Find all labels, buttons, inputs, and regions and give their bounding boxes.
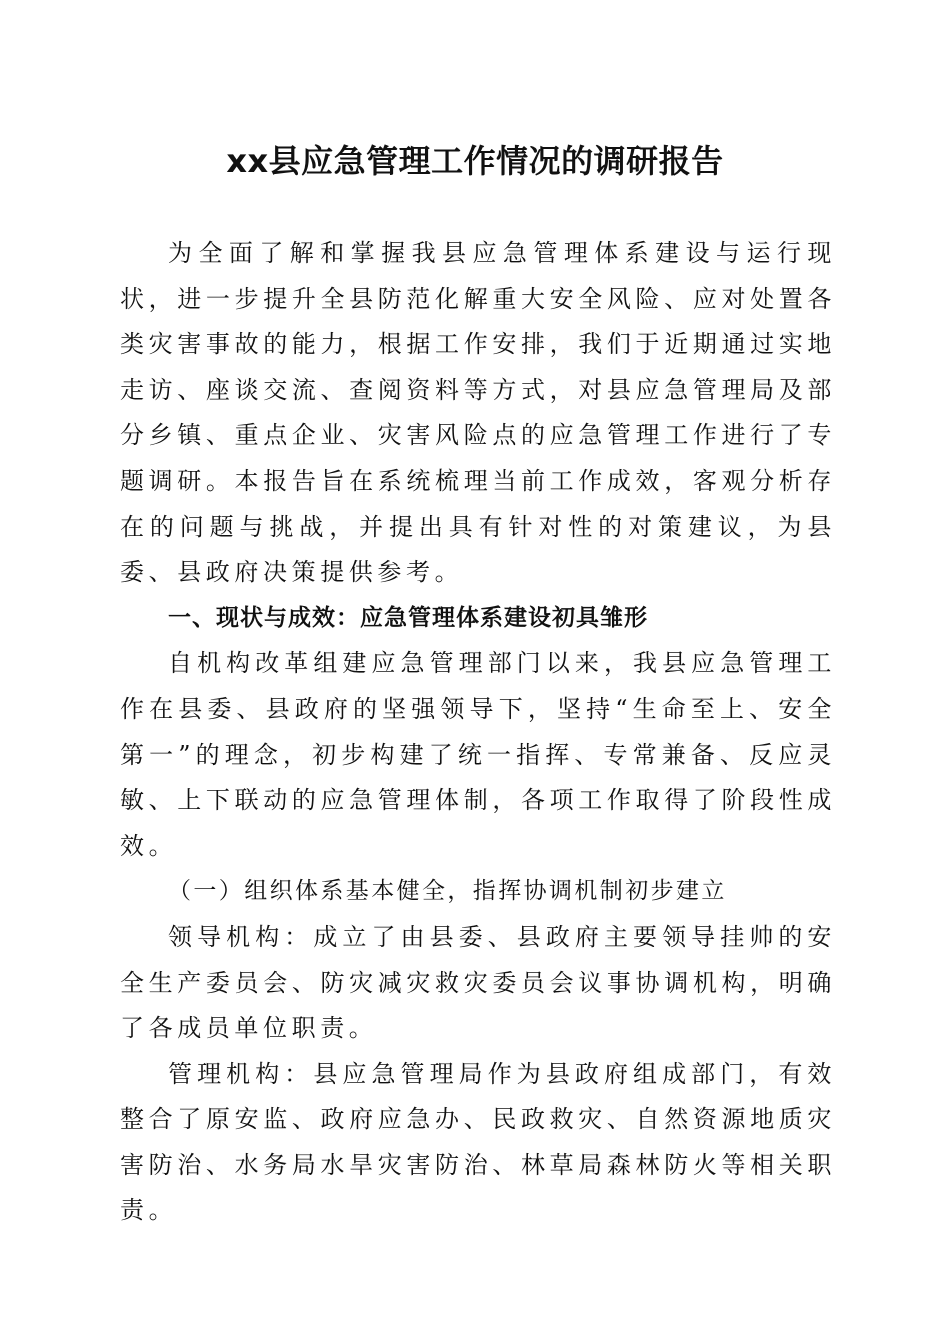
- document-title: xx县应急管理工作情况的调研报告: [226, 142, 724, 180]
- management-paragraph: 管理机构：县应急管理局作为县政府组成部门，有效整合了原安监、政府应急办、民政救灾、自然资源地质灾害防治、水务局水旱灾害防治、林草局森林防火等相关职责。: [120, 1059, 836, 1225]
- section-heading: 一、现状与成效：应急管理体系建设初具雏形: [168, 604, 648, 631]
- intro-paragraph: 为全面了解和掌握我县应急管理体系建设与运行现状，进一步提升全县防范化解重大安全风险、应对处置各类灾害事故的能力，根据工作安排，我们于近期通过实地走访、座谈交流、查阅资料等方式，对县应急管理局及部分乡镇、重点企业、灾害风险点的应急管理工作进行了专题调研。本报告旨在系统梳理当前工作成效，客观分析存在的问题与挑战，并提出具有针对性的对策建议，为县委、县政府决策提供参考。: [120, 239, 836, 587]
- document-body: [120, 231, 836, 1234]
- subsection-heading: （一）组织体系基本健全，指挥协调机制初步建立: [168, 878, 727, 905]
- section-intro-paragraph: 自机构改革组建应急管理部门以来，我县应急管理工作在县委、县政府的坚强领导下，坚持“生命至上、安全第一”的理念，初步构建了统一指挥、专常兼备、反应灵敏、上下联动的应急管理体制，各项工作取得了阶段性成效。: [120, 649, 836, 860]
- leadership-paragraph: 领导机构：成立了由县委、县政府主要领导挂帅的安全生产委员会、防灾减灾救灾委员会议事协调机构，明确了各成员单位职责。: [120, 922, 836, 1043]
